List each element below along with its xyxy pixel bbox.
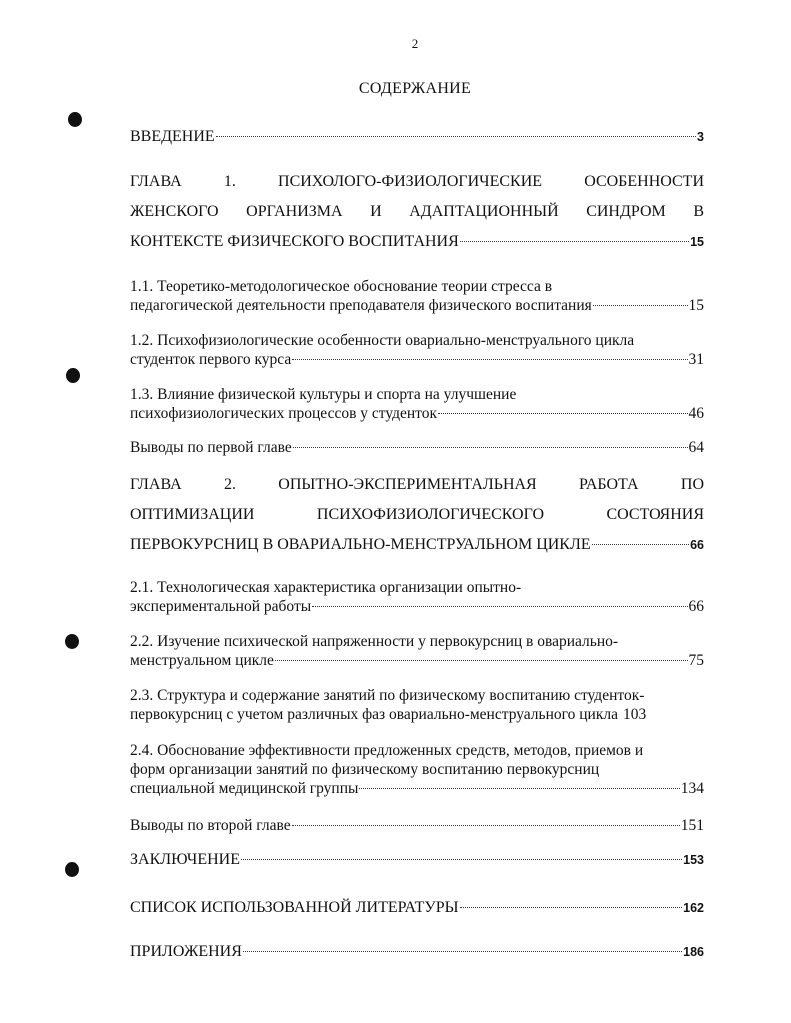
toc-label: специальной медицинской группы [130,780,359,797]
punch-hole-icon [65,634,79,649]
dot-leader [593,305,688,306]
toc-page: 46 [688,405,704,422]
toc-label: 2.2. Изучение психической напряженности у первокурсниц в овариально- [130,633,619,650]
toc-label: менструальном цикле [130,652,274,669]
toc-label: Выводы по второй главе [130,817,291,834]
toc-page: 15 [690,235,704,249]
toc-label: педагогической деятельности преподавателя физического воспитания [130,297,592,314]
toc-entry-conclusions-1[interactable] [130,438,704,457]
toc-label: 1.1. Теоретико-методологическое обоснование теории стресса в [130,278,553,295]
dot-leader [312,606,687,607]
dot-leader [216,136,696,137]
toc-label: ЗАКЛЮЧЕНИЕ [130,851,240,868]
toc-entry-section-2-3[interactable] [130,686,704,724]
toc-page: 75 [688,652,704,669]
punch-hole-icon [65,862,79,877]
toc-label: форм организации занятий по физическому воспитанию первокурсниц [130,761,600,778]
toc-entry-intro[interactable] [130,122,704,152]
dot-leader [438,413,687,414]
toc-label: ГЛАВА 2. ОПЫТНО-ЭКСПЕРИМЕНТАЛЬНАЯ РАБОТА ПО [130,476,704,493]
toc-label: экспериментальной работы [130,598,312,615]
toc-page: 66 [688,598,704,615]
dot-leader [292,359,687,360]
dot-leader [243,951,682,952]
dot-leader [359,788,679,789]
dot-leader [460,907,683,908]
dot-leader [460,241,689,242]
dot-leader [292,825,680,826]
punch-hole-icon [66,368,80,383]
dot-leader [275,660,688,661]
toc-page: 153 [683,853,704,867]
toc-entry-section-1-2[interactable] [130,331,704,369]
toc-label: ЖЕНСКОГО ОРГАНИЗМА И АДАПТАЦИОННЫЙ СИНДРОМ В [130,203,704,220]
toc-label: 2.1. Технологическая характеристика организации опытно- [130,579,522,596]
toc-label: ПРИЛОЖЕНИЯ [130,943,242,960]
toc-entry-section-2-2[interactable] [130,632,704,670]
toc-label: 2.4. Обоснование эффективности предложенных средств, методов, приемов и [130,742,644,759]
toc-entry-section-1-3[interactable] [130,385,704,423]
toc-entry-conclusions-2[interactable] [130,816,704,835]
toc-label: СПИСОК ИСПОЛЬЗОВАННОЙ ЛИТЕРАТУРЫ [130,899,459,916]
toc-entry-chapter-2[interactable] [130,470,704,560]
toc-entry-section-2-4[interactable] [130,741,704,798]
toc-label: 1.2. Психофизиологические особенности овариально-менструального цикла [130,332,635,349]
toc-label: ВВЕДЕНИЕ [130,128,215,145]
toc-label: Выводы по первой главе [130,439,292,456]
toc-page: 64 [688,439,704,456]
toc-page: 134 [680,780,704,797]
toc-label: ПЕРВОКУРСНИЦ В ОВАРИАЛЬНО-МЕНСТРУАЛЬНОМ ЦИКЛЕ [130,536,591,553]
toc-label: 2.3. Структура и содержание занятий по физическому воспитанию студенток- [130,687,645,704]
punch-hole-icon [68,112,82,127]
toc-label: КОНТЕКСТЕ ФИЗИЧЕСКОГО ВОСПИТАНИЯ [130,233,459,250]
toc-page: 15 [688,297,704,314]
dot-leader [241,859,682,860]
toc-page: 66 [690,538,704,552]
toc-entry-section-1-1[interactable] [130,277,704,315]
toc-label: ГЛАВА 1. ПСИХОЛОГО-ФИЗИОЛОГИЧЕСКИЕ ОСОБЕННОСТИ [130,173,704,190]
toc-page: 151 [680,817,704,834]
toc-label: студенток первого курса [130,351,292,368]
toc-entry-references[interactable] [130,893,704,923]
toc-entry-conclusion[interactable] [130,845,704,875]
page-number: 2 [411,36,419,51]
toc-entry-appendix[interactable] [130,937,704,967]
toc-entry-chapter-1[interactable] [130,167,704,257]
dot-leader [293,447,688,448]
toc-label: первокурсниц с учетом различных фаз овариально-менструального цикла [130,706,618,723]
toc-entry-section-2-1[interactable] [130,578,704,616]
toc-page: 31 [688,351,704,368]
toc-label: 1.3. Влияние физической культуры и спорта на улучшение [130,386,517,403]
toc-page: 162 [683,901,704,915]
toc-label: психофизиологических процессов у студенток [130,405,438,422]
toc-label: ОПТИМИЗАЦИИ ПСИХОФИЗИОЛОГИЧЕСКОГО СОСТОЯНИЯ [130,506,704,523]
toc-page: 186 [683,945,704,959]
dot-leader [592,544,689,545]
page-title: СОДЕРЖАНИЕ [358,80,472,97]
toc-page: 3 [697,130,704,144]
toc-page: 103 [623,706,647,723]
